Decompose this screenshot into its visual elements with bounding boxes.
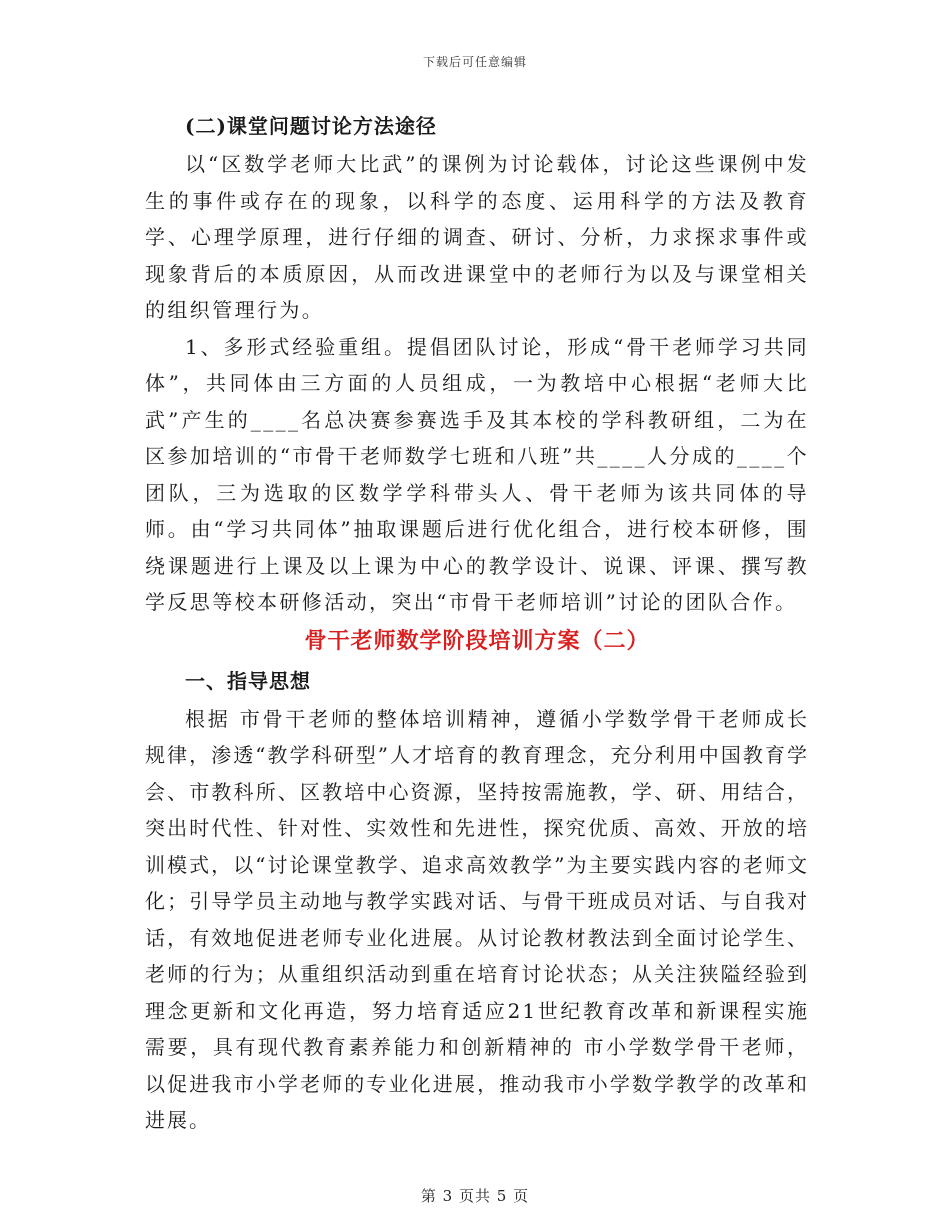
page-header: 下载后可任意编辑	[422, 55, 527, 69]
paragraph-research-approach: 以“区数学老师大比武”的课例为讨论载体，讨论这些课例中发生的事件或存在的现象，以科学的态度、运用科学的方法及教育学、心理学原理，进行仔细的调查、研讨、分析，力求探求事件或现象背后的本质原因，从而改进课堂中的老师行为以及与课堂相关的组织管理行为。	[145, 152, 809, 322]
section-heading-guiding-ideology: 一、指导思想	[185, 668, 311, 693]
paragraph-experience-reorganization: 1、多形式经验重组。提倡团队讨论，形成“骨干老师学习共同体”，共同体由三方面的人员组成，一为教培中心根据“老师大比武”产生的____名总决赛参赛选手及其本校的学科教研组，二为在区参加培训的“市骨干老师数学七班和八班”共____人分成的____个团队，三为选取的区数学学科带头人、骨干老师为该共同体的导师。由“学习共同体”抽取课题后进行优化组合，进行校本研修，围绕课题进行上课及以上课为中心的教学设计、说课、评课、撰写教学反思等校本研修活动，突出“市骨干老师培训”讨论的团队合作。	[145, 334, 809, 614]
document-title: 骨干老师数学阶段培训方案（二）	[304, 627, 650, 654]
paragraph-guiding-ideology: 根据 市骨干老师的整体培训精神，遵循小学数学骨干老师成长规律，渗透“教学科研型”人才培育的教育理念，充分利用中国教育学会、市教科所、区教培中心资源，坚持按需施教，学、研、用结合，突出时代性、针对性、实效性和先进性，探究优质、高效、开放的培训模式，以“讨论课堂教学、追求高效教学”为主要实践内容的老师文化；引导学员主动地与教学实践对话、与骨干班成员对话、与自我对话，有效地促进老师专业化进展。从讨论教材教法到全面讨论学生、老师的行为；从重组织活动到重在培育讨论状态；从关注狭隘经验到理念更新和文化再造，努力培育适应21世纪教育改革和新课程实施需要，具有现代教育素养能力和创新精神的 市小学数学骨干老师，以促进我市小学老师的专业化进展，推动我市小学数学教学的改革和进展。	[145, 706, 809, 1132]
page-number: 第 3 页共 5 页	[420, 1187, 530, 1205]
section-heading-classroom-methods: (二)课堂问题讨论方法途径	[185, 114, 437, 138]
document-body	[145, 106, 809, 1139]
